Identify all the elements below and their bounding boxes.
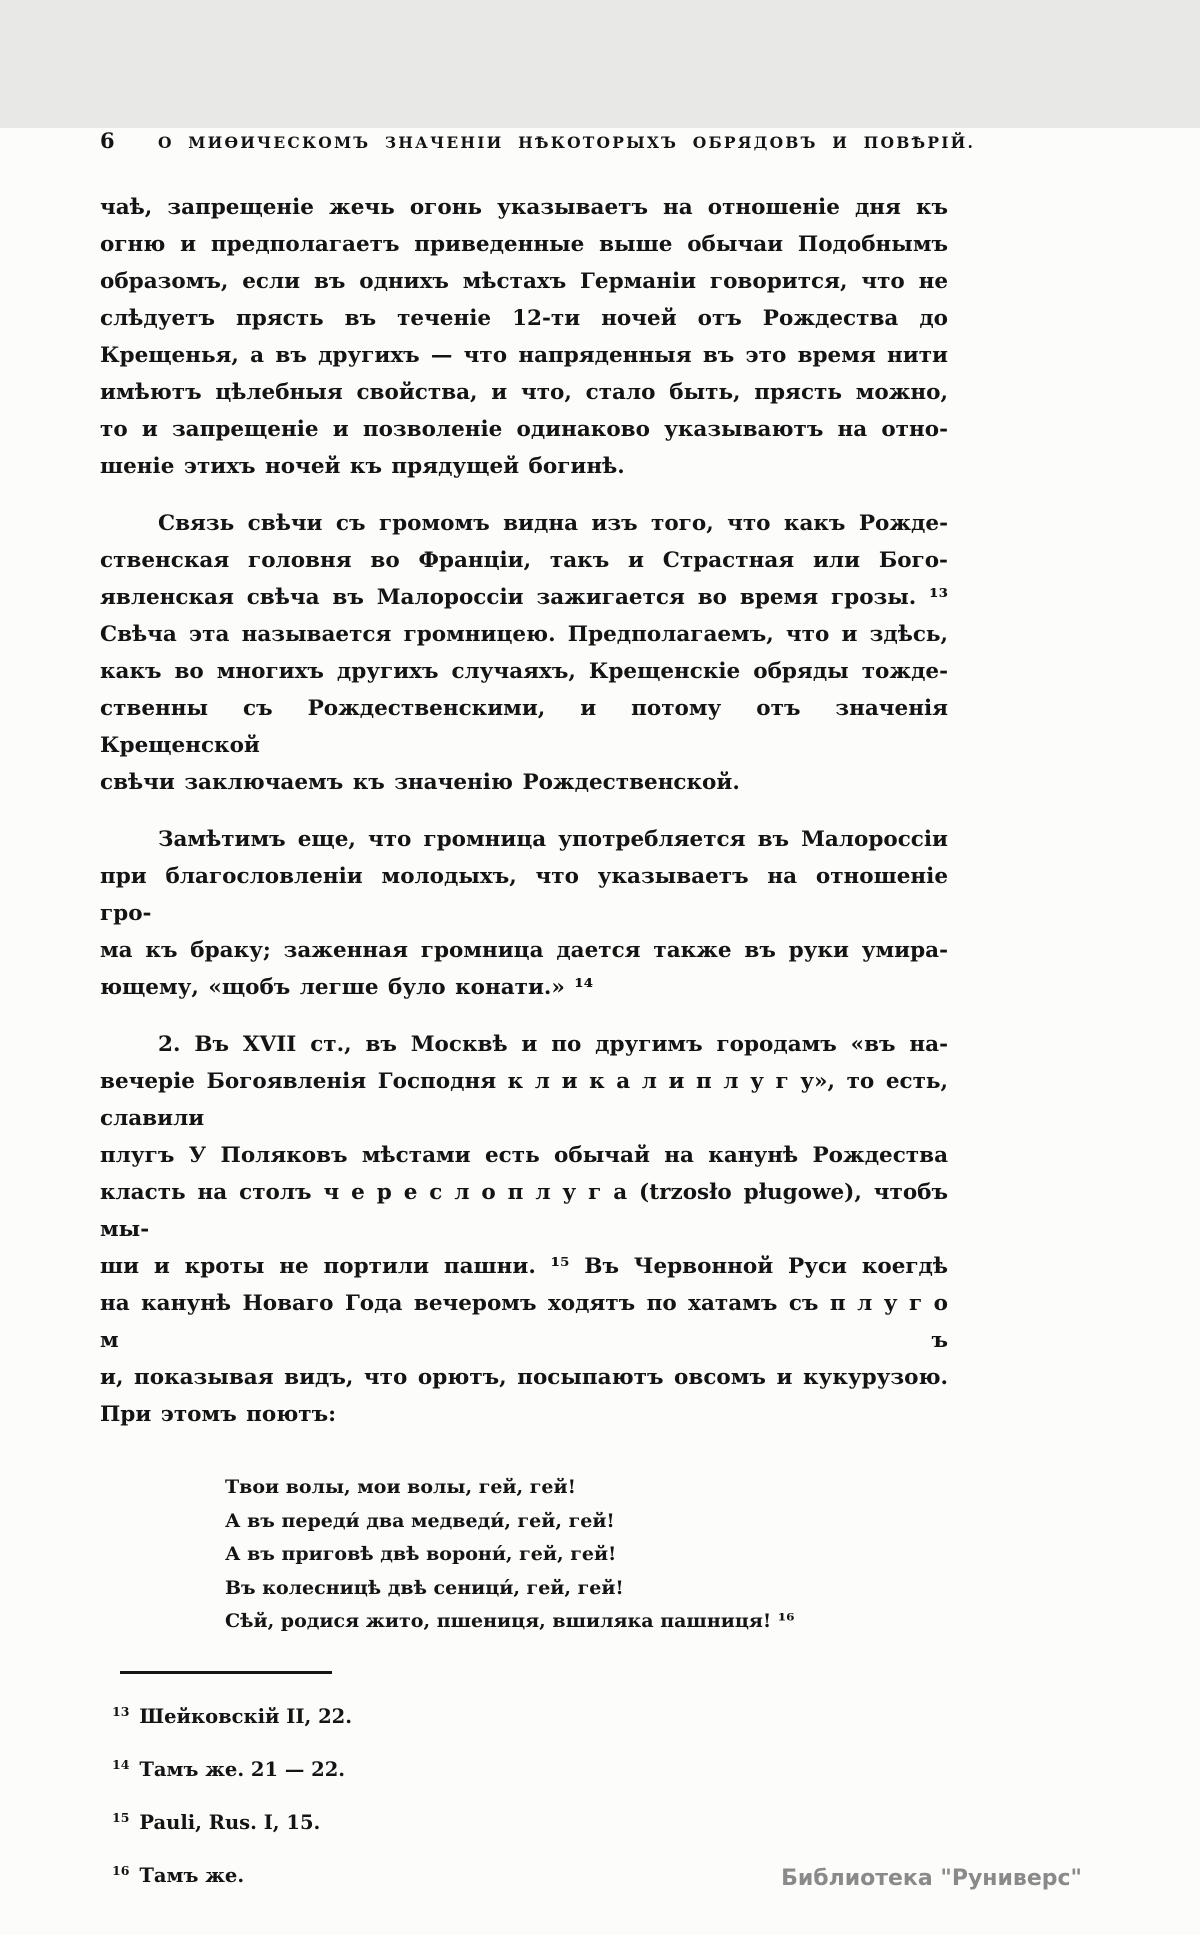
text-line: ши и кроты не портили пашни. ¹⁵ Въ Червонной Руси коегдѣ [100, 1254, 948, 1279]
footnote-14 [112, 1753, 948, 1781]
text-line: плугъ У Поляковъ мѣстами есть обычай на канунѣ Рождества [100, 1143, 948, 1168]
text-line: имѣютъ цѣлебныя свойства, и что, стало быть, прясть можно, [100, 380, 948, 405]
text-line: шеніе этихъ ночей къ прядущей богинѣ. [100, 454, 625, 479]
paragraph-4 [100, 1026, 948, 1433]
text-line: свѣчи заключаемъ къ значенію Рождественской. [100, 770, 740, 795]
page-number: 6 [100, 128, 115, 153]
text-line: ющему, «щобъ легше було конати.» ¹⁴ [100, 975, 594, 1000]
footnote-text: Pauli, Rus. I, 15. [139, 1810, 321, 1834]
footnote-divider [120, 1671, 332, 1674]
text-line: Замѣтимъ еще, что громница употребляется въ Малороссіи [158, 827, 948, 852]
footnote-marker: 14 [112, 1756, 130, 1772]
footnote-marker: 13 [112, 1703, 130, 1719]
text-line: ственская головня во Франціи, такъ и Страстная или Бого- [100, 548, 948, 573]
footnote-13 [112, 1700, 948, 1728]
text-line: вечеріе Богоявленія Господня к л и к а л и п л у г у», то есть, славили [100, 1069, 948, 1131]
running-header [100, 128, 976, 153]
library-watermark: Библиотека "Руниверс" [781, 1866, 1082, 1891]
text-line: ственны съ Рождественскими, и потому отъ значенія Крещенской [100, 696, 948, 758]
text-line: при благословленіи молодыхъ, что указываетъ на отношеніе гро- [100, 864, 948, 926]
running-title: О МИѲИЧЕСКОМЪ ЗНАЧЕНІИ НѢКОТОРЫХЪ ОБРЯДОВЪ И ПОВѢРІЙ. [158, 133, 976, 152]
text-line: Крещенья, а въ другихъ — что напряденныя въ это время нити [100, 343, 948, 368]
footnote-text: Тамъ же. 21 — 22. [139, 1757, 346, 1781]
verse-line: А въ приговѣ двѣ ворони́, гей, гей! [225, 1543, 617, 1565]
scanned-book-page [0, 128, 1200, 1935]
verse-line: Въ колесницѣ двѣ сеници́, гей, гей! [225, 1576, 624, 1599]
text-line: какъ во многихъ другихъ случаяхъ, Крещенскіе обряды тожде- [100, 659, 948, 684]
text-line: При этомъ поютъ: [100, 1402, 337, 1427]
footnote-text: Шейковскій II, 22. [139, 1704, 353, 1728]
text-line: чаѣ, запрещеніе жечь огонь указываетъ на отношеніе дня къ [100, 195, 948, 220]
footnote-marker: 15 [112, 1809, 130, 1825]
verse-line: А въ переди́ два медведи́, гей, гей! [225, 1509, 615, 1532]
footnotes-section [112, 1700, 948, 1887]
footnote-15 [112, 1806, 948, 1834]
folk-song-verse [225, 1471, 948, 1639]
text-line: 2. Въ XVII ст., въ Москвѣ и по другимъ городамъ «въ на- [158, 1032, 948, 1057]
text-line: огню и предполагаетъ приведенные выше обычаи Подобнымъ [100, 232, 948, 257]
text-line: Свѣча эта называется громницею. Предполагаемъ, что и здѣсь, [100, 622, 948, 647]
text-line: ма къ браку; заженная громница дается также въ руки умира- [100, 938, 948, 963]
body-text [100, 189, 948, 1433]
paragraph-2 [100, 505, 948, 801]
text-line: явленская свѣча въ Малороссіи зажигается во время грозы. ¹³ [100, 585, 948, 610]
text-line: на канунѣ Новаго Года вечеромъ ходятъ по хатамъ съ п л у г о м ъ [100, 1291, 948, 1353]
paragraph-3 [100, 821, 948, 1006]
footnote-marker: 16 [112, 1862, 130, 1878]
paragraph-1 [100, 189, 948, 485]
footnote-text: Тамъ же. [139, 1863, 245, 1887]
text-line: то и запрещеніе и позволеніе одинаково указываютъ на отно- [100, 417, 948, 442]
text-line: слѣдуетъ прясть въ теченіе 12-ти ночей отъ Рождества до [100, 306, 948, 331]
verse-line: Сѣй, родися жито, пшениця, вшиляка пашниця! ¹⁶ [225, 1610, 795, 1632]
text-line: Связь свѣчи съ громомъ видна изъ того, что какъ Рожде- [158, 511, 948, 536]
text-line: класть на столъ ч е р е с л о п л у г а (trzosło pługowe), чтобъ мы- [100, 1180, 948, 1242]
text-line: и, показывая видъ, что орютъ, посыпаютъ овсомъ и кукурузою. [100, 1365, 948, 1390]
verse-line: Твои волы, мои волы, гей, гей! [225, 1476, 576, 1498]
text-line: образомъ, если въ однихъ мѣстахъ Германіи говорится, что не [100, 269, 948, 294]
